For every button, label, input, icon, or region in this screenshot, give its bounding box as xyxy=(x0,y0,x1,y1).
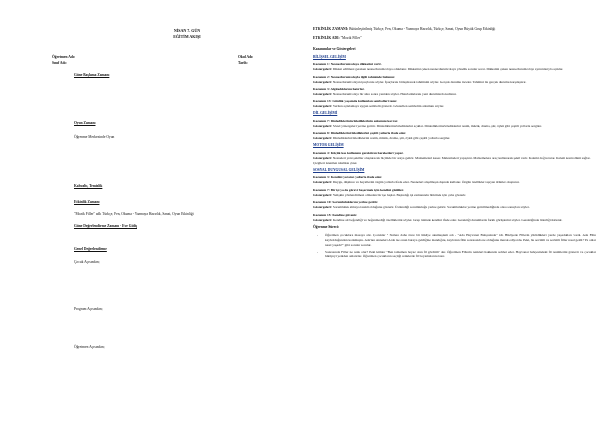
plan-title-line2: EĞİTİM AKIŞI xyxy=(173,34,201,40)
kazanim-item xyxy=(313,75,596,85)
text-etkinlik: "Mozik Filler" adlı Türkçe, Fen, Okuma - Yazmaya Hazırlık, Sanat, Oyun Etkinliği xyxy=(74,211,194,216)
text-ogrenme-merkezi: Öğrenme Merkezinde Oyun xyxy=(74,134,115,139)
section-etkinlik-zamani: Etkinlik Zamanı xyxy=(74,199,100,204)
class-label: Sınıf Adı: xyxy=(52,60,67,65)
date-label: Tarih: xyxy=(238,60,248,65)
gosterge-text: Göstergeleri: Yetişkin yönlendirmesi olmadan bir işe başlar. Başladığı işi zamanında bitirmek için çaba gösterir. xyxy=(313,192,467,197)
gosterge-text: Göstergeleri: Nesne/durum/olayı bir süre sonra yeniden söyler. Hatırladıklarını yeni durumlarda kullanır. xyxy=(313,92,457,96)
left-column xyxy=(52,28,292,407)
section-kahvalti: Kahvaltı, Temizlik xyxy=(74,183,103,188)
process-note xyxy=(313,250,596,260)
text-ogretmen-acisindan: Öğretmen Açısından; xyxy=(74,344,105,349)
etkinlik-adi-value: "Mozik Filler" xyxy=(340,36,362,41)
kazanim-title: Kazanım 10: Sorumluluklarını yerine getirir. xyxy=(313,200,379,205)
kazanim-header: Kazanımlar ve Göstergeleri xyxy=(313,47,356,52)
group-title-motor: MOTOR GELİŞİM xyxy=(313,143,344,148)
gosterge-text: Göstergeleri: Sorumluluk almaya istekli olduğunu gösterir. Üstlendiği sorumluluğu yerine getirir. Sorumluluklar yerine getirilmediğinde olası sonuçları söyler. xyxy=(313,205,530,210)
kazanim-item xyxy=(313,62,596,72)
right-column xyxy=(313,27,596,259)
gosterge-text: Göstergeleri: Verilen açıklamaya uygun sembolü gösterir. Gösterilen sembolün anlamını söyler. xyxy=(313,104,444,109)
dash-bullet: - xyxy=(317,232,319,237)
kazanim-item xyxy=(313,87,596,97)
etkinlik-zamani-value: Bütünleştirilmiş Türkçe, Fen, Okuma - Yazmaya Hazırlık, Türkçe, Sanat, Oyun Büyük Grup Etkinliği xyxy=(349,27,496,31)
section-oyun-zamani: Oyun Zamanı xyxy=(74,120,96,125)
gosterge-text: Göstergeleri: Dikkat edilmesi gereken nesne/durum/olaya odaklanır. Dikkatini çeken nesne/durum/olaya yönelik sorular sorar. Dikkatini çeken nesne/durum/olayı ayrıntılarıyla açıklar. xyxy=(313,67,564,72)
process-note-text: Sonrasında Filler ne renk olur? Peki kimler "Ben tamamen beyaz olan fil gördüm" der. Öğretmen Fillerin renkleri hakkında sohbet eder. Hayvanat bahçesindeki fil resimlerini gösterir ve çocuklar hikâyeyi yeniden anlatırlar. Öğretmen çocukların seçtiği renklerde fil boyamalarını ister. xyxy=(325,249,596,259)
etkinlik-zamani-line xyxy=(313,27,596,32)
kazanim-title: Kazanım 3: Algıladıklarını hatırlar. xyxy=(313,87,365,92)
kazanim-item xyxy=(313,175,596,185)
gosterge-text: Göstergeleri: Nesneleri yeni şekiller oluşturacak biçimde bir araya getirir. Malzemeleri keser. Malzemeleri yapıştırır. Malzemelere araç kullanarak şekil verir. Kalemi doğru tutar. Kalem kontrolünü sağlar. Çizgileri istenilen nitelikte çizer. xyxy=(313,155,591,165)
kazanim-title: Kazanım 1: Nesne/durum/olaya dikkatini verir. xyxy=(313,62,382,67)
ogrenme-sureci-label: Öğrenme Süreci: xyxy=(313,225,340,230)
etkinlik-adi-line xyxy=(313,36,596,41)
text-cocuk-acisindan: Çocuk Açısından; xyxy=(74,259,100,264)
gosterge-text: Göstergeleri: Kendine ait beğendiği ve beğenmediği özelliklerini söyler. Grup önünde kendini ifade eder. Gerektiği durumlarda farklı görüşlerini söyler. Gerektiğinde liderliği üstlenir. xyxy=(313,217,563,222)
text-program-acisindan: Program Açısından; xyxy=(74,306,103,311)
group-title-bilissel: BİLİŞSEL GELİŞİM xyxy=(313,54,346,59)
kazanim-item xyxy=(313,119,596,129)
section-genel-degerlendirme: Genel Değerlendirme xyxy=(74,246,107,251)
etkinlik-zamani-label: ETKİNLİK ZAMANI: xyxy=(313,27,349,31)
etkinlik-adi-label: ETKİNLİK ADI: xyxy=(313,36,340,41)
kazanim-item xyxy=(313,213,596,223)
group-title-dil: DİL GELİŞİMİ xyxy=(313,111,338,116)
plan-title-line1: NİSAN 7. GÜN xyxy=(173,28,201,33)
kazanim-item xyxy=(313,99,596,109)
section-gune-baslama: Güne Başlama Zamanı xyxy=(74,72,110,77)
kazanim-title: Kazanım 3: Kendini yaratıcı yollarla ifade eder. xyxy=(313,175,383,180)
kazanim-title: Kazanım 7: Dinlediklerinin/izlediklerinin anlamını kavrar. xyxy=(313,119,398,124)
gosterge-text: Göstergeleri: Nesne/durum/olayın ipuçlarını söyler. İpuçlarını birleştirerek tahminini söyler. Gerçek durumu inceler. Tahmini ile gerçek durumu karşılaştırır. xyxy=(313,79,527,84)
left-sections xyxy=(52,67,292,407)
kazanim-item xyxy=(313,151,596,166)
kazanim-title: Kazanım 15: Kendine güvenir. xyxy=(313,212,358,217)
kazanim-item xyxy=(313,200,596,210)
plan-title xyxy=(92,28,282,41)
process-note-text: Öğretmen çocuklara masaya alır. Çocuklar " Sizlere daha önce bir hikâye okumuştum adı - "Ada Hayvanat Bahçesinde" idi. Hikâyede Fillerin yürüdükleri yerde yaşadıkları vardı. Ada Filin kaybolduğundan korkmuştu. Ada'nın Anneleri Arda ise onun buraya geldiğine inandığını, kaybolan filin sonrasında ne olduğunu merak ediyordu. Peki, bu sevimli ve sevimli filler nasıl geldi? Ya onlar nasıl yaşadı?" gibi sorular sorulur. xyxy=(325,232,596,247)
gosterge-text: Göstergeleri: Duygu, düşünce ve hayallerini özgün yollarla ifade eder. Nesneleri alışılmışın dışında kullanır. Özgün özellikler taşıyan ürünler oluşturur. xyxy=(313,180,520,185)
kazanim-title: Kazanım 2: Nesne/durum/olayla ilgili tahminde bulunur. xyxy=(313,74,396,79)
kazanim-title: Kazanım 7: Bir işi ya da görevi başarmak için kendini güdüler. xyxy=(313,187,404,192)
process-note xyxy=(313,233,596,248)
section-gunu-degerlendirme: Güne Değerlendirme Zamanı - Eve Gidiş xyxy=(74,223,137,228)
gosterge-text: Göstergeleri: Sözel yönergeleri yerine getirir. Dinlediklerini/izlediklerini açıklar. Dinlediklerini/izlediklerini resim, müzik, drama, şiir, öykü gibi çeşitli yollarla sergiler. xyxy=(313,123,542,128)
gosterge-text: Göstergeleri: Dinlediklerini/izlediklerini resim, müzik, drama, şiir, öykü gibi çeşitli yollarla sergiler. xyxy=(313,136,451,141)
teacher-label: Öğretmen Adı: xyxy=(52,54,75,59)
kazanim-title: Kazanım 8: Dinlediklerini/izlediklerini çeşitli yollarla ifade eder. xyxy=(313,131,407,136)
group-title-sosyal: SOSYAL DUYGUSAL GELİŞİM xyxy=(313,167,365,172)
kazanim-title: Kazanım 13: Günlük yaşamda kullanılan sembolleri tanır. xyxy=(313,99,398,104)
school-label: Okul Adı: xyxy=(238,54,254,59)
dash-bullet: - xyxy=(317,249,319,254)
kazanim-item xyxy=(313,131,596,141)
kazanim-title: Kazanım 4: Küçük kas kullanımı gerektiren hareketleri yapar. xyxy=(313,150,404,155)
kazanim-item xyxy=(313,188,596,198)
